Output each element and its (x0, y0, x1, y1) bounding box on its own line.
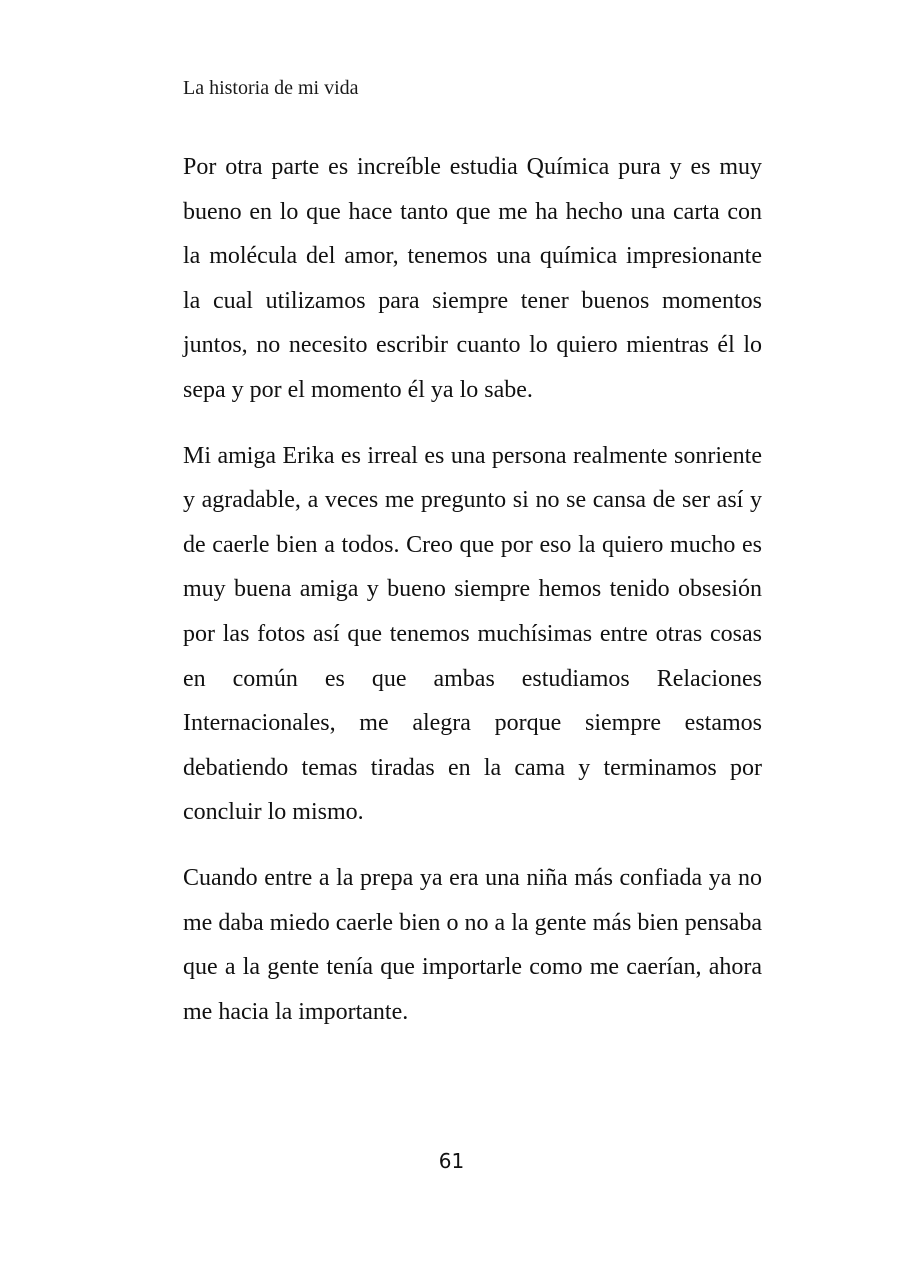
page-number: 61 (438, 1149, 465, 1173)
paragraph-prepa: Cuando entre a la prepa ya era una niña más confiada ya no me daba miedo caerle bien o no a la gente más bien pensaba que a la gente tenía que importarle como me caerían, ahora me hacia la importante. (183, 864, 762, 1025)
page-body (183, 145, 762, 1055)
paragraph-quimica: Por otra parte es increíble estudia Química pura y es muy bueno en lo que hace tanto que me ha hecho una carta con la molécula del amor, tenemos una química impresionante la cual utilizamos para siempre tener buenos momentos juntos, no necesito escribir cuanto lo quiero mientras él lo sepa y por el momento él ya lo sabe. (183, 154, 762, 403)
running-header-title: La historia de mi vida (183, 77, 359, 99)
paragraph-erika: Mi amiga Erika es irreal es una persona realmente sonriente y agradable, a veces me pregunto si no se cansa de ser así y de caerle bien a todos. Creo que por eso la quiero mucho es muy buena amiga y bueno siempre hemos tenido obsesión por las fotos así que tenemos muchísimas entre otras cosas en común es que ambas estudiamos Relaciones Internacionales, me alegra porque siempre estamos debatiendo temas tiradas en la cama y terminamos por concluir lo mismo. (183, 442, 762, 826)
